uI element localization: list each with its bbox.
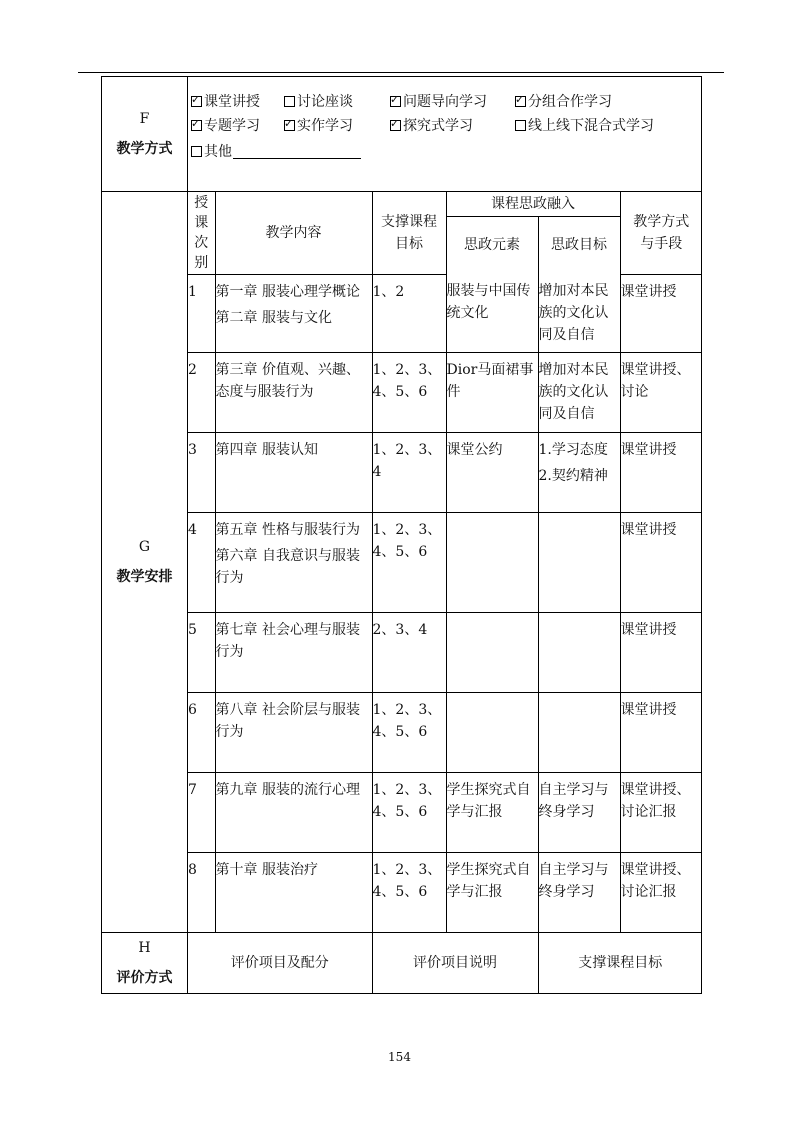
- teaching-method: 课堂讲授: [620, 512, 702, 612]
- section-g-letter: G: [138, 539, 151, 555]
- teaching-content: 第一章 服装心理学概论 第二章 服装与文化: [215, 274, 372, 352]
- section-g-label: [102, 192, 188, 933]
- eval-col-items: 评价项目及配分: [188, 933, 372, 993]
- supporting-goals: 1、2、3、4、5、6: [372, 692, 446, 772]
- section-h-row: [102, 933, 702, 994]
- supporting-goals: 1、2、3、4、5、6: [372, 772, 446, 852]
- option-checkbox[interactable]: [191, 115, 260, 135]
- page-number: 154: [388, 1050, 411, 1064]
- evaluation-header-table: [188, 933, 702, 993]
- teaching-content: 第八章 社会阶层与服装行为: [215, 692, 372, 772]
- session-number: 5: [188, 612, 215, 692]
- teaching-method-options: [188, 77, 702, 192]
- ideology-goal: [538, 612, 620, 692]
- eval-col-description: 评价项目说明: [372, 933, 538, 993]
- checked-box-icon[interactable]: [390, 96, 401, 107]
- session-number: 2: [188, 352, 215, 432]
- session-number: 7: [188, 772, 215, 852]
- supporting-goals: 1、2: [372, 274, 446, 352]
- session-number: 3: [188, 432, 215, 512]
- schedule-row: [188, 612, 702, 692]
- ideology-element: 服装与中国传统文化: [446, 274, 538, 352]
- unchecked-box-icon[interactable]: [191, 146, 202, 157]
- supporting-goals: 2、3、4: [372, 612, 446, 692]
- teaching-method: 课堂讲授、讨论汇报: [620, 852, 702, 932]
- header-method: 教学方式 与手段: [620, 192, 702, 274]
- option-checkbox[interactable]: [515, 115, 654, 135]
- teaching-method: 课堂讲授: [620, 432, 702, 512]
- supporting-goals: 1、2、3、4: [372, 432, 446, 512]
- option-label: 探究式学习: [403, 118, 473, 134]
- section-g-row: [102, 192, 702, 933]
- checked-box-icon[interactable]: [284, 120, 295, 131]
- ideology-element: 课堂公约: [446, 432, 538, 512]
- schedule-row: [188, 512, 702, 612]
- option-checkbox[interactable]: [515, 91, 612, 111]
- teaching-content: 第七章 社会心理与服装行为: [215, 612, 372, 692]
- header-ideology-element: 思政元素: [446, 216, 538, 274]
- header-ideology-group: 课程思政融入: [446, 192, 620, 216]
- option-checkbox[interactable]: [390, 91, 487, 111]
- section-h-letter: H: [138, 940, 151, 956]
- ideology-element: 学生探究式自学与汇报: [446, 852, 538, 932]
- option-label: 实作学习: [297, 118, 353, 134]
- section-h-title: 评价方式: [116, 970, 173, 986]
- schedule-row: [188, 772, 702, 852]
- teaching-content: 第四章 服装认知: [215, 432, 372, 512]
- option-label: 分组合作学习: [528, 94, 612, 110]
- session-number: 4: [188, 512, 215, 612]
- checked-box-icon[interactable]: [515, 96, 526, 107]
- header-content: 教学内容: [215, 192, 372, 274]
- syllabus-table: [101, 76, 702, 994]
- section-f-row: [102, 77, 702, 192]
- teaching-method: 课堂讲授、讨论汇报: [620, 772, 702, 852]
- schedule-table: [188, 192, 702, 932]
- option-label: 问题导向学习: [403, 94, 487, 110]
- ideology-goal: 自主学习与终身学习: [538, 772, 620, 852]
- header-session: 授 课 次 别: [188, 192, 215, 274]
- ideology-element: Dior马面裙事件: [446, 352, 538, 432]
- ideology-element: [446, 512, 538, 612]
- ideology-element: [446, 612, 538, 692]
- checked-box-icon[interactable]: [191, 120, 202, 131]
- teaching-method: 课堂讲授、讨论: [620, 352, 702, 432]
- section-f-label: [102, 77, 188, 192]
- checked-box-icon[interactable]: [191, 96, 202, 107]
- unchecked-box-icon[interactable]: [284, 96, 295, 107]
- top-rule: [78, 72, 724, 73]
- ideology-goal: [538, 512, 620, 612]
- teaching-content: 第五章 性格与服装行为 第六章 自我意识与服装行为: [215, 512, 372, 612]
- teaching-content: 第三章 价值观、兴趣、态度与服装行为: [215, 352, 372, 432]
- option-label: 讨论座谈: [297, 94, 353, 110]
- schedule-row: [188, 692, 702, 772]
- supporting-goals: 1、2、3、4、5、6: [372, 352, 446, 432]
- session-number: 1: [188, 274, 215, 352]
- schedule-row: [188, 432, 702, 512]
- ideology-goal: 自主学习与终身学习: [538, 852, 620, 932]
- option-checkbox[interactable]: [284, 91, 353, 111]
- section-h-label: [102, 933, 188, 994]
- option-checkbox[interactable]: [191, 91, 260, 111]
- option-checkbox[interactable]: [284, 115, 353, 135]
- ideology-goal: [538, 692, 620, 772]
- session-number: 6: [188, 692, 215, 772]
- option-label: 其他: [204, 144, 232, 160]
- header-goals: 支撑课程 目标: [372, 192, 446, 274]
- eval-col-goals: 支撑课程目标: [538, 933, 702, 993]
- schedule-row: [188, 852, 702, 932]
- other-fill-line[interactable]: [233, 144, 361, 159]
- ideology-goal: 增加对本民族的文化认同及自信: [538, 274, 620, 352]
- option-label: 线上线下混合式学习: [528, 118, 654, 134]
- section-f-letter: F: [139, 111, 150, 127]
- schedule-row: [188, 352, 702, 432]
- ideology-element: 学生探究式自学与汇报: [446, 772, 538, 852]
- schedule-row: [188, 274, 702, 352]
- option-checkbox[interactable]: [390, 115, 473, 135]
- supporting-goals: 1、2、3、4、5、6: [372, 852, 446, 932]
- teaching-method: 课堂讲授: [620, 692, 702, 772]
- ideology-element: [446, 692, 538, 772]
- teaching-content: 第九章 服装的流行心理: [215, 772, 372, 852]
- checked-box-icon[interactable]: [390, 120, 401, 131]
- unchecked-box-icon[interactable]: [515, 120, 526, 131]
- teaching-method: 课堂讲授: [620, 274, 702, 352]
- ideology-goal: 增加对本民族的文化认同及自信: [538, 352, 620, 432]
- session-number: 8: [188, 852, 215, 932]
- teaching-method: 课堂讲授: [620, 612, 702, 692]
- option-label: 专题学习: [204, 118, 260, 134]
- option-label: 课堂讲授: [204, 94, 260, 110]
- ideology-goal: 1.学习态度 2.契约精神: [538, 432, 620, 512]
- section-f-title: 教学方式: [116, 141, 173, 157]
- header-ideology-goal: 思政目标: [538, 216, 620, 274]
- option-checkbox[interactable]: [191, 141, 361, 161]
- supporting-goals: 1、2、3、4、5、6: [372, 512, 446, 612]
- section-g-title: 教学安排: [116, 569, 173, 585]
- teaching-content: 第十章 服装治疗: [215, 852, 372, 932]
